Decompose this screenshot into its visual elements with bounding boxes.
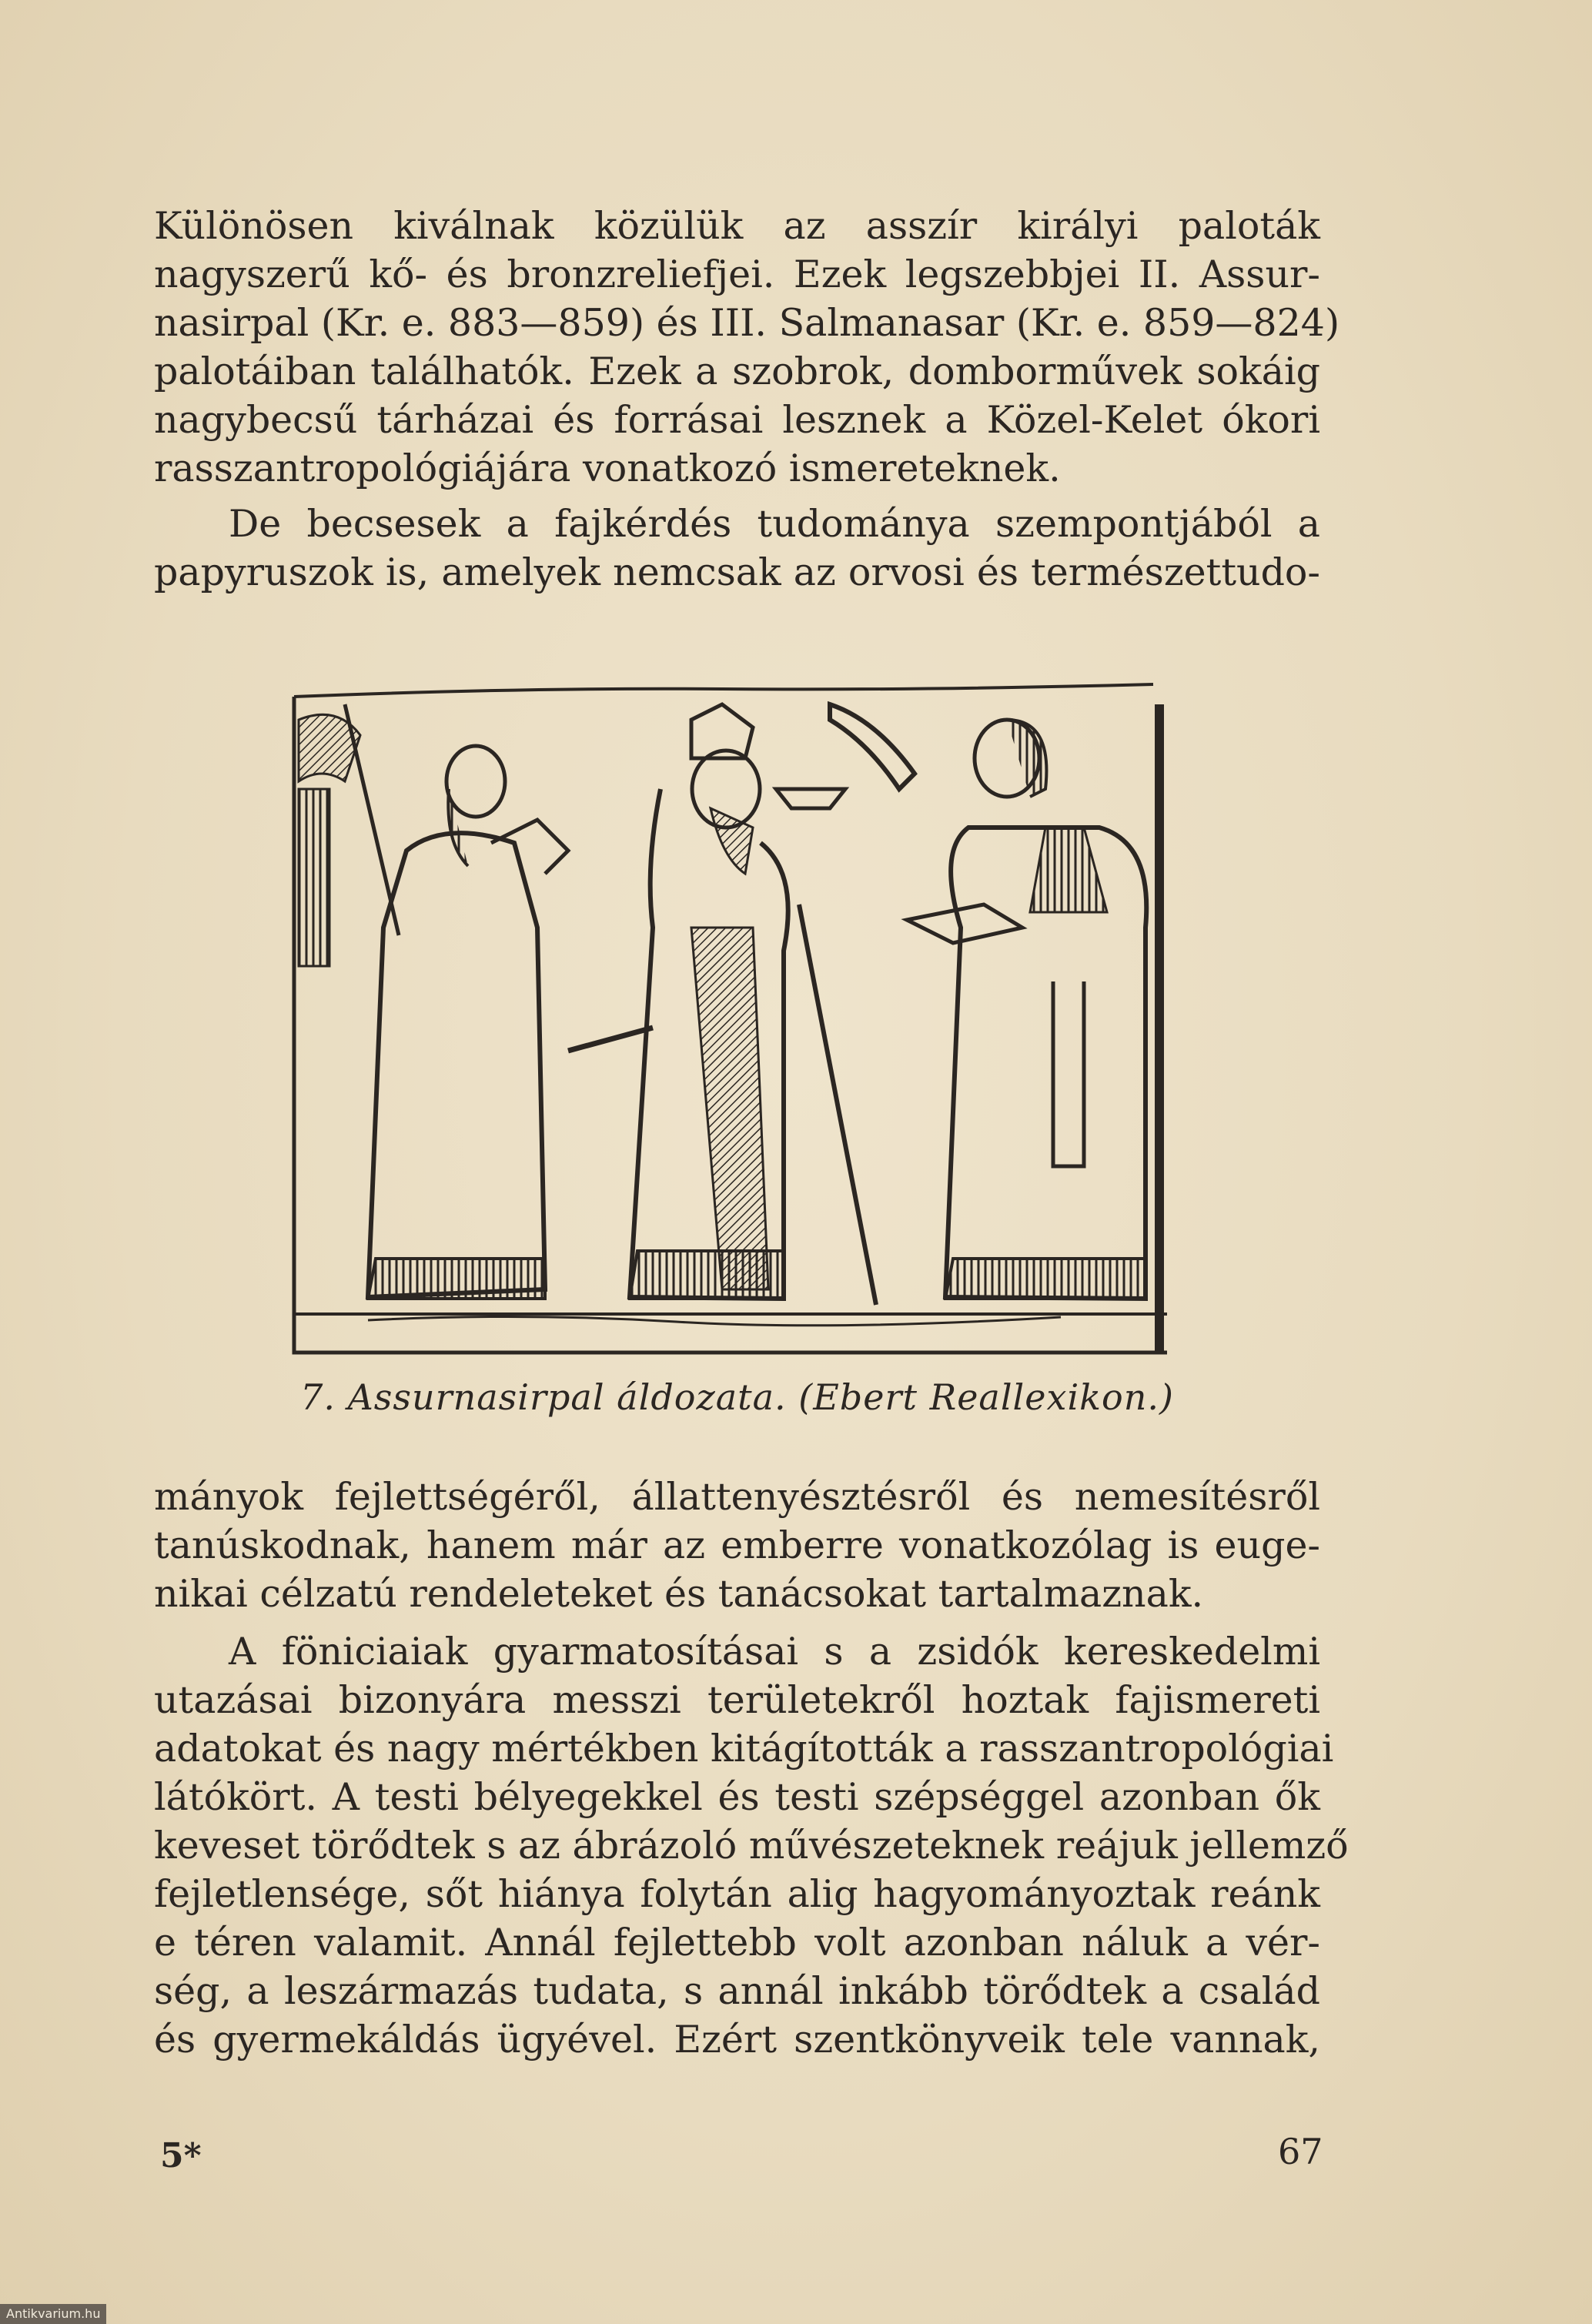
text-line: utazásai bizonyára messzi területekről hoztak fajismereti [154,1678,1320,1722]
text-line: De becsesek a fajkérdés tudománya szempontjából a [229,502,1320,546]
figure-caption: 7. Assurnasirpal áldozata. (Ebert Reallexikon.) [300,1376,1174,1418]
text-line: papyruszok is, amelyek nemcsak az orvosi és természettudo- [154,550,1320,594]
paragraph-2 [154,500,1320,597]
relief-illustration [291,674,1170,1360]
text-line: rasszantropológiájára vonatkozó ismereteknek. [154,446,1061,490]
text-line: ség, a leszármazás tudata, s annál inkább törődtek a család [154,1969,1320,2013]
paragraph-3 [154,1473,1320,1618]
signature-mark: 5* [160,2136,202,2175]
page-number: 67 [1278,2131,1323,2172]
text-line: nagybecsű tárházai és forrásai lesznek a Közel-Kelet ókori [154,398,1320,442]
text-line: nikai célzatú rendeleteket és tanácsokat tartalmaznak. [154,1572,1204,1616]
assurnasirpal-relief-drawing [291,674,1170,1360]
text-line: tanúskodnak, hanem már az emberre vonatkozólag is euge- [154,1523,1320,1567]
text-line: fejletlensége, sőt hiánya folytán alig hagyományoztak reánk [154,1872,1320,1916]
text-line: A föniciaiak gyarmatosításai s a zsidók kereskedelmi [229,1630,1320,1674]
text-line: nagyszerű kő- és bronzreliefjei. Ezek legszebbjei II. Assur- [154,252,1320,296]
watermark-label: Antikvarium.hu [0,2304,106,2324]
text-line: e téren valamit. Annál fejlettebb volt azonban náluk a vér- [154,1921,1320,1965]
text-line: keveset törődtek s az ábrázoló művészeteknek reájuk jellemző [154,1824,1349,1868]
text-line: adatokat és nagy mértékben kitágították a rasszantropológiai [154,1727,1334,1771]
text-line: palotáiban találhatók. Ezek a szobrok, domborművek sokáig [154,349,1320,393]
text-line: mányok fejlettségéről, állattenyésztésről és nemesítésről [154,1475,1320,1519]
text-line: nasirpal (Kr. e. 883—859) és III. Salmanasar (Kr. e. 859—824) [154,301,1340,345]
paragraph-4 [154,1627,1349,2064]
paragraph-1 [154,202,1340,493]
text-line: látókört. A testi bélyegekkel és testi szépséggel azonban ők [154,1775,1320,1819]
text-line: és gyermekáldás ügyével. Ezért szentkönyveik tele vannak, [154,2018,1320,2062]
text-line: Különösen kiválnak közülük az asszír királyi paloták [154,204,1320,248]
